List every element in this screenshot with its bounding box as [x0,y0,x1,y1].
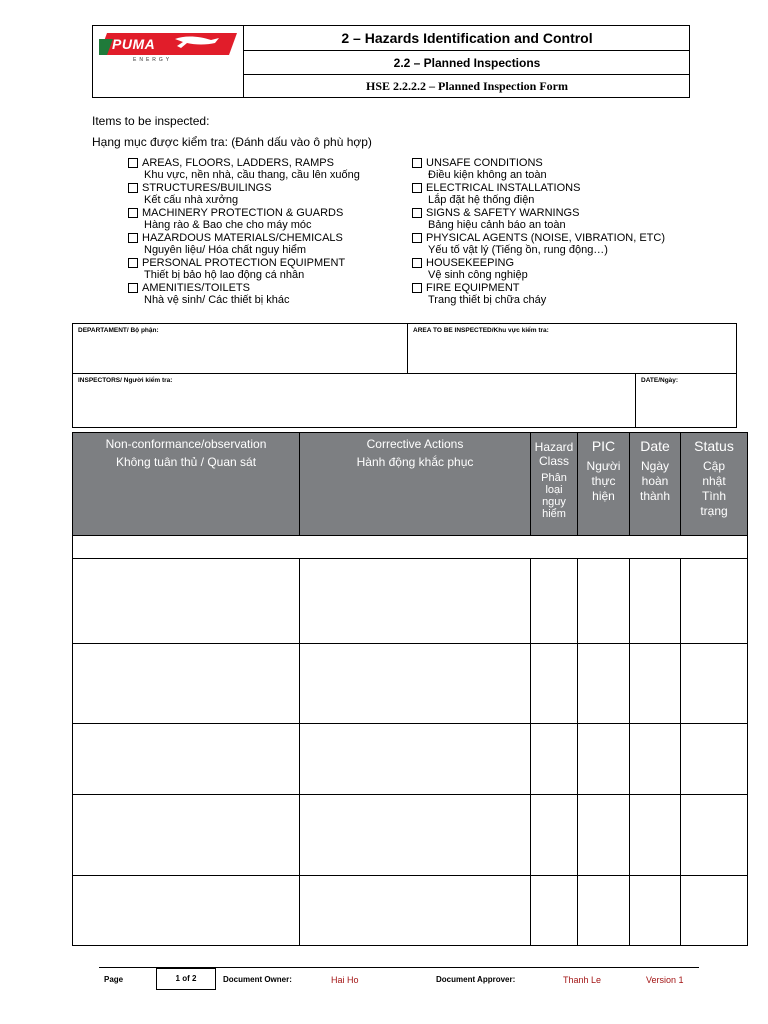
table-cell[interactable] [300,724,531,795]
table-row [73,724,748,795]
checklist-label: HAZARDOUS MATERIALS/CHEMICALS [142,231,343,244]
checklist-label: STRUCTURES/BUILINGS [142,181,272,194]
checkbox[interactable] [412,258,422,268]
col-corrective-header [300,433,531,536]
table-cell[interactable] [578,724,630,795]
table-cell[interactable] [73,795,300,876]
checklist-item [412,256,702,281]
inspectors-field[interactable] [73,374,636,427]
table-cell[interactable] [630,724,681,795]
checklist-label-vn: Hàng rào & Bao che cho máy móc [144,219,312,231]
checkbox[interactable] [412,158,422,168]
table-row [73,795,748,876]
footer-owner-value: Hai Ho [331,975,359,985]
checklist-label-vn: Lắp đặt hệ thống điện [428,194,535,206]
footer-page-number: 1 of 2 [156,968,216,990]
document-title: 2 – Hazards Identification and Control [244,26,690,51]
items-heading-en: Items to be inspected: [92,114,210,128]
col-nonconformance-header [73,433,300,536]
checklist-left [128,156,418,306]
table-cell[interactable] [73,644,300,724]
checklist-label-vn: Trang thiết bị chữa cháy [428,294,547,306]
table-cell[interactable] [300,644,531,724]
col-header-vn: Phân loại nguy hiểm [541,472,567,520]
table-cell[interactable] [630,644,681,724]
table-cell[interactable] [300,795,531,876]
checklist-item [128,256,418,281]
table-cell[interactable] [630,559,681,644]
checklist-label: HOUSEKEEPING [426,256,515,269]
table-cell[interactable] [531,644,578,724]
checklist-label: FIRE EQUIPMENT [426,281,520,294]
checkbox[interactable] [412,233,422,243]
checklist-item [412,206,702,231]
checkbox[interactable] [128,233,138,243]
table-cell[interactable] [681,795,748,876]
checklist-label: AREAS, FLOORS, LADDERS, RAMPS [142,156,334,169]
checkbox[interactable] [128,258,138,268]
inspection-table [72,432,748,946]
date-label: DATE/Ngày: [641,377,679,384]
table-row [73,644,748,724]
table-cell[interactable] [73,536,748,559]
checklist-label: SIGNS & SAFETY WARNINGS [426,206,580,219]
checklist-label: AMENITIES/TOILETS [142,281,250,294]
table-cell[interactable] [578,876,630,946]
checkbox[interactable] [128,283,138,293]
col-header-vn: Cập nhật Tình trạng [700,459,728,518]
col-header-en: Date [640,438,670,454]
checklist-label: ELECTRICAL INSTALLATIONS [426,181,581,194]
checklist-item [128,156,418,181]
table-cell[interactable] [681,559,748,644]
logo-subtext: ENERGY [133,57,173,63]
table-cell[interactable] [630,795,681,876]
col-header-vn: Người thực hiện [586,459,621,503]
area-label: AREA TO BE INSPECTED/Khu vực kiểm tra: [413,327,549,334]
col-hazard-header [531,433,578,536]
table-cell[interactable] [531,795,578,876]
checklist-item [412,156,702,181]
table-spacer-row [73,536,748,559]
checkbox[interactable] [128,208,138,218]
date-field[interactable] [636,374,736,427]
checklist-item [128,231,418,256]
department-field[interactable] [73,324,408,374]
table-row [73,559,748,644]
col-pic-header [578,433,630,536]
table-cell[interactable] [73,724,300,795]
col-header-vn: Ngày hoàn thành [639,459,671,503]
document-header [92,25,690,98]
table-cell[interactable] [630,876,681,946]
table-cell[interactable] [681,724,748,795]
checkbox[interactable] [412,208,422,218]
col-header-en: Status [694,438,734,454]
footer-page-label: Page [104,975,124,984]
checkbox[interactable] [412,283,422,293]
checklist-label-vn: Vệ sinh công nghiệp [428,269,528,281]
table-cell[interactable] [578,644,630,724]
checklist-label-vn: Yếu tố vật lý (Tiếng ồn, rung động…) [428,244,608,256]
table-header-row [73,433,748,536]
col-header-vn: Không tuân thủ / Quan sát [115,455,257,469]
table-cell[interactable] [73,876,300,946]
footer-owner-label: Document Owner: [223,975,292,984]
checklist-label: UNSAFE CONDITIONS [426,156,543,169]
checkbox[interactable] [128,158,138,168]
items-heading-vn: Hạng mục được kiểm tra: (Đánh dấu vào ô phù hợp) [92,135,372,149]
checklist-item [412,181,702,206]
footer-approver-label: Document Approver: [436,975,516,984]
table-cell[interactable] [578,559,630,644]
table-cell[interactable] [73,559,300,644]
area-field[interactable] [408,324,736,374]
checkbox[interactable] [128,183,138,193]
checklist-item [128,281,418,306]
checklist-label-vn: Bảng hiệu cảnh báo an toàn [428,219,566,231]
checklist-item [412,231,702,256]
inspection-info-box [72,323,737,428]
col-header-en: Corrective Actions [366,437,464,451]
checklist-right [412,156,702,306]
checklist-label: PERSONAL PROTECTION EQUIPMENT [142,256,346,269]
form-code: HSE 2.2.2.2 – Planned Inspection Form [365,79,569,93]
checklist-label: PHYSICAL AGENTS (NOISE, VIBRATION, ETC) [426,231,665,244]
table-cell[interactable] [531,724,578,795]
checklist-item [128,181,418,206]
table-cell[interactable] [681,644,748,724]
checklist-item [128,206,418,231]
col-header-vn: Hành động khắc phục [356,455,474,469]
document-subtitle: 2.2 – Planned Inspections [244,51,690,75]
checklist-label-vn: Nguyên liệu/ Hóa chất nguy hiểm [144,244,307,256]
checklist-label-vn: Thiết bị bảo hộ lao động cá nhân [144,269,305,281]
table-cell[interactable] [300,559,531,644]
logo-text: PUMA [112,36,156,52]
checklist-label-vn: Nhà vệ sinh/ Các thiết bị khác [144,294,290,306]
col-header-en: Non-conformance/observation [105,437,267,451]
table-cell[interactable] [300,876,531,946]
footer-version: Version 1 [646,975,684,985]
checklist-label: MACHINERY PROTECTION & GUARDS [142,206,344,219]
col-header-en: PIC [591,438,616,454]
table-row [73,876,748,946]
inspectors-label: INSPECTORS/ Người kiểm tra: [78,377,173,384]
table-cell[interactable] [578,795,630,876]
col-date-header [630,433,681,536]
department-label: DEPARTAMENT/ Bộ phận: [78,327,159,334]
checklist-label-vn: Điều kiện không an toàn [428,169,547,181]
checkbox[interactable] [412,183,422,193]
table-cell[interactable] [681,876,748,946]
footer-approver-value: Thanh Le [563,975,602,985]
col-status-header [681,433,748,536]
col-header-en: Hazard Class [534,440,574,468]
checklist-item [412,281,702,306]
checklist-label-vn: Kết cấu nhà xưởng [144,194,239,206]
logo-cell [93,26,244,97]
table-cell[interactable] [531,559,578,644]
checklist-label-vn: Khu vực, nền nhà, cầu thang, cầu lên xuống [144,169,360,181]
table-cell[interactable] [531,876,578,946]
